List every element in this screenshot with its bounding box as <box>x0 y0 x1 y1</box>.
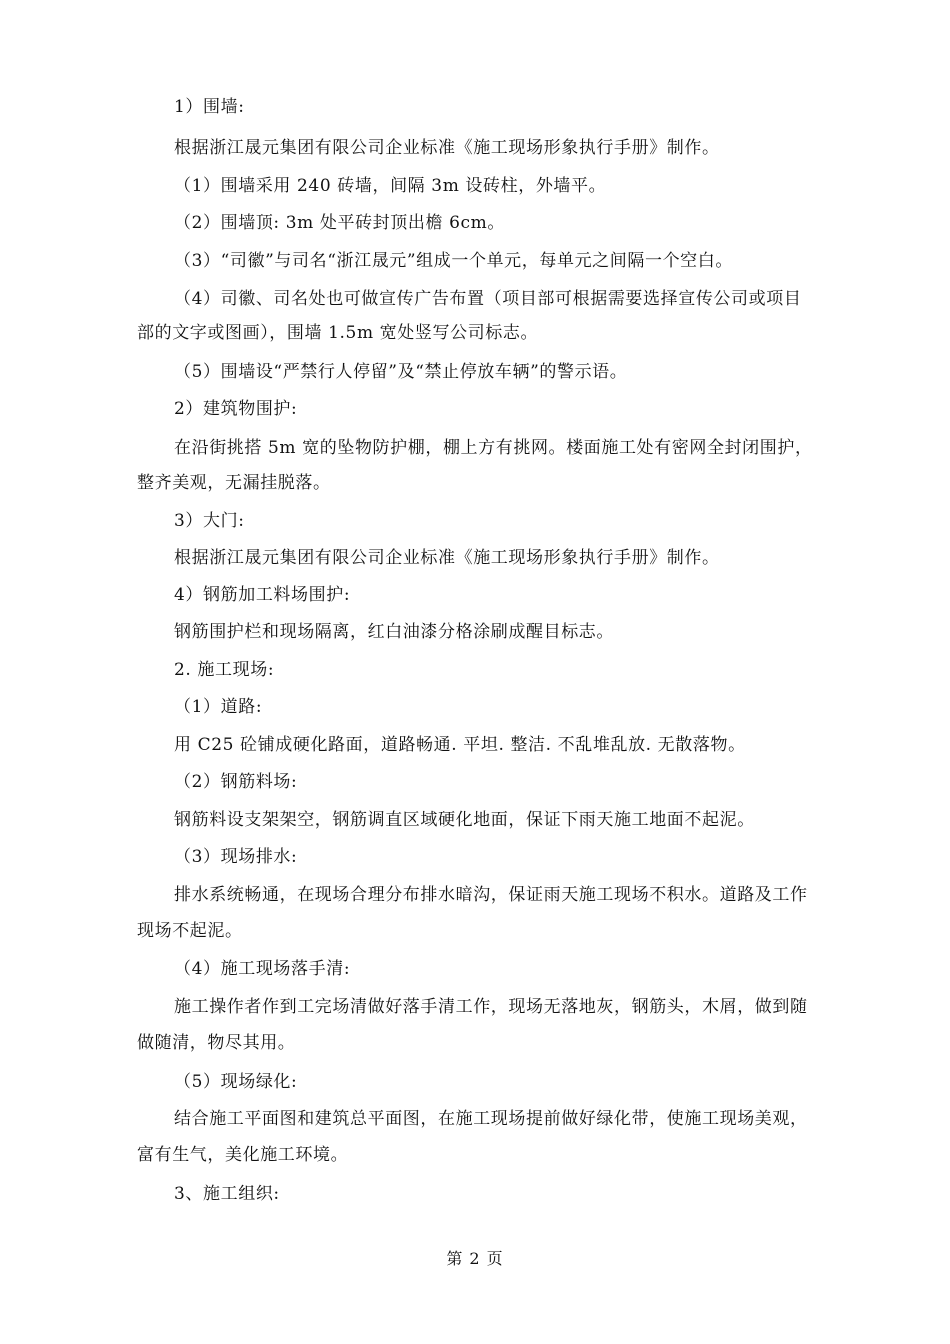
list-item: （4）司徽、司名处也可做宣传广告布置（项目部可根据需要选择宣传公司或项目 <box>174 289 802 309</box>
paragraph-line: 现场不起泥。 <box>137 921 243 941</box>
paragraph-line: 做随清，物尽其用。 <box>137 1033 296 1053</box>
paragraph-line: 钢筋围护栏和现场隔离，红白油漆分格涂刷成醒目标志。 <box>174 622 614 642</box>
heading-construction-organization: 3、施工组织: <box>174 1184 280 1204</box>
list-item: （2）围墙顶: 3m 处平砖封顶出檐 6cm。 <box>174 213 505 233</box>
heading-building-protection: 2）建筑物围护: <box>174 399 298 419</box>
heading-wall: 1）围墙: <box>174 97 245 117</box>
list-item: （2）钢筋料场: <box>174 772 298 792</box>
list-item: （3）“司徽”与司名“浙江晟元”组成一个单元，每单元之间隔一个空白。 <box>174 251 733 271</box>
list-item: （3）现场排水: <box>174 847 298 867</box>
list-item: （4）施工现场落手清: <box>174 959 351 979</box>
paragraph-line: 整齐美观，无漏挂脱落。 <box>137 473 331 493</box>
paragraph-line: 钢筋料设支架架空，钢筋调直区域硬化地面，保证下雨天施工地面不起泥。 <box>174 810 755 830</box>
list-item: （5）围墙设“严禁行人停留”及“禁止停放车辆”的警示语。 <box>174 362 628 382</box>
list-item: （1）围墙采用 240 砖墙，间隔 3m 设砖柱，外墙平。 <box>174 176 607 196</box>
heading-site: 2. 施工现场: <box>174 660 275 680</box>
page-number: 第 2 页 <box>446 1249 504 1268</box>
list-item: （1）道路: <box>174 697 263 717</box>
paragraph-line: 部的文字或图画），围墙 1.5m 宽处竖写公司标志。 <box>137 323 539 343</box>
heading-gate: 3）大门: <box>174 511 245 531</box>
paragraph-line: 根据浙江晟元集团有限公司企业标准《施工现场形象执行手册》制作。 <box>174 138 720 158</box>
paragraph-line: 用 C25 砼铺成硬化路面，道路畅通. 平坦. 整洁. 不乱堆乱放. 无散落物。 <box>174 735 746 755</box>
heading-rebar-yard: 4）钢筋加工料场围护: <box>174 585 351 605</box>
paragraph-line: 施工操作者作到工完场清做好落手清工作，现场无落地灰，钢筋头，木屑，做到随 <box>174 997 808 1017</box>
paragraph-line: 富有生气，美化施工环境。 <box>137 1145 349 1165</box>
paragraph-line: 排水系统畅通，在现场合理分布排水暗沟，保证雨天施工现场不积水。道路及工作 <box>174 885 808 905</box>
paragraph-line: 结合施工平面图和建筑总平面图，在施工现场提前做好绿化带，使施工现场美观， <box>174 1109 808 1129</box>
paragraph-line: 在沿街挑搭 5m 宽的坠物防护棚，棚上方有挑网。楼面施工处有密网全封闭围护， <box>174 438 813 458</box>
paragraph-line: 根据浙江晟元集团有限公司企业标准《施工现场形象执行手册》制作。 <box>174 548 720 568</box>
list-item: （5）现场绿化: <box>174 1072 298 1092</box>
